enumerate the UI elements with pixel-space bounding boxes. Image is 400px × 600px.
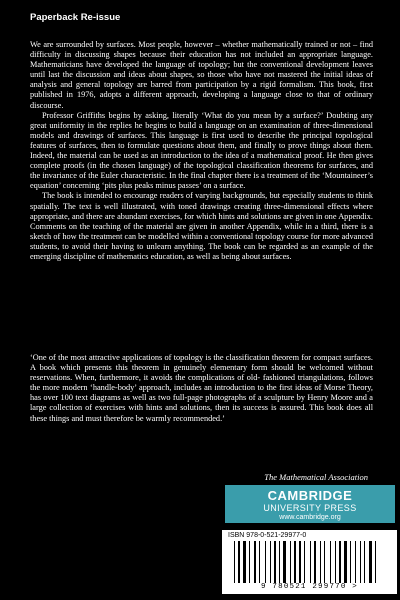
publisher-logo — [225, 485, 395, 523]
blurb-text — [30, 40, 373, 262]
isbn-label: ISBN 978-0-521-29977-0 — [228, 532, 307, 539]
review-quote: ‘One of the most attractive applications of topology is the classification theorem for compact surfaces. A book which presents this theorem in genuinely elementary form should be welcomed without reservations. When, furthermore, it avoids the complications of old- fashioned triangulations, follows the more modern ‘handle-body’ approach, includes an introduction to the first ideas of Morse Theory, has over 100 text diagrams as well as two full-page photographs of a sculpture by Henry Moore and a large collection of exercises with hints and solutions, then its success is assured. This book does all these things and must therefore be warmly recommended.’ — [30, 353, 373, 423]
blurb-paragraph: Professor Griffiths begins by asking, literally ‘What do you mean by a surface?’ Doubting any great uniformity in the replies he begins to build a language on an examination of three-dimensional models and drawings of surfaces. This language is first used to describe the principal topological features of surfaces, then to formulate questions about them, and finally to prove things about them. Indeed, the material can be used as an introduction to the idea of a mathematical proof. He then gives complete proofs (in the chosen language) of the topological classification theorems for surfaces, and the invariance of the Euler characteristic. In the final chapter there is a treatment of the ‘Mountaineer’s equation’ concerning ‘pits plus peaks minus passes’ on a surface. — [30, 110, 373, 191]
publisher-name: CAMBRIDGE — [267, 488, 353, 503]
barcode-panel — [222, 530, 397, 594]
blurb-paragraph: We are surrounded by surfaces. Most people, however – whether mathematically trained or not – find difficulty in discussing shapes because their education has not included an appropriate language. Mathematicians have developed the language of topology; but the conventional development leaves until last the discussion and ideas about shapes, so those who have not mastered the initial ideas of analysis and general topology are barred from participation by a rigid formalism. This book, first published in 1976, adopts a different approach, developing a language close to that of ordinary discourse. — [30, 40, 373, 110]
blurb-paragraph: The book is intended to encourage readers of varying backgrounds, but especially students to think spatially. The text is well illustrated, with toned drawings creating three-dimensional effects where appropriate, and there are abundant exercises, for which hints and solutions are given in one Appendix. Comments on the teaching of the material are given in another Appendix, while in a third, there is a sketch of how the treatment can be modelled within a conventional topology course for more advanced students, to avoid their having to unlearn anything. The book can be regarded as an example of the emerging discipline of mathematics education, as well as being about surfaces. — [30, 191, 373, 261]
barcode-graphic — [232, 541, 387, 583]
section-heading: Paperback Re-issue — [30, 12, 121, 23]
barcode-digits: 9 780521 299770 > — [261, 583, 358, 591]
quote-attribution: The Mathematical Association — [264, 472, 368, 482]
publisher-website: www.cambridge.org — [279, 514, 341, 521]
publisher-press: UNIVERSITY PRESS — [263, 503, 357, 513]
